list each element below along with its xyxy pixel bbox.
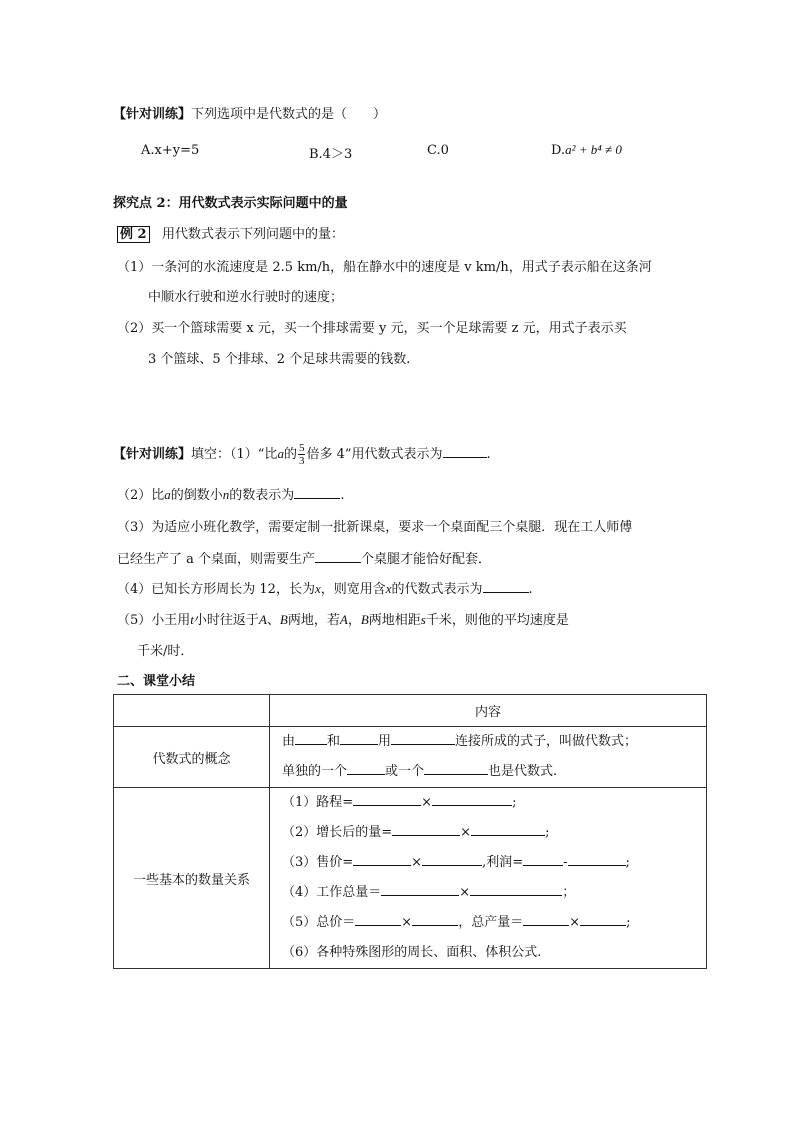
- answer-blank[interactable]: [432, 793, 512, 806]
- example2-q2-line2: 3 个篮球、5 个排球、2 个足球共需要的钱数.: [148, 352, 411, 367]
- answer-blank[interactable]: [355, 913, 401, 926]
- drill1-option-d-expr: a² + b⁴ ≠ 0: [565, 142, 622, 157]
- summary-row-concept: [114, 727, 707, 788]
- r2-5a: （5）总价＝: [282, 915, 356, 930]
- answer-blank[interactable]: [391, 732, 455, 745]
- drill2-item5-d: 两地，若: [287, 613, 340, 628]
- r2-3a: （3）售价=: [282, 855, 354, 870]
- answer-blank[interactable]: [347, 762, 385, 775]
- fraction-five-thirds: [298, 442, 306, 467]
- drill2-item5-g: 千米，则他的平均速度是: [425, 613, 569, 628]
- r2-1a: （1）路程=: [282, 795, 354, 810]
- row1-l1-a: 由: [282, 734, 296, 749]
- drill2-item3-line2: [117, 548, 491, 567]
- answer-blank[interactable]: [568, 853, 626, 866]
- r2-5b: ×: [401, 915, 413, 930]
- summary-heading: 二、课堂小结: [117, 674, 196, 689]
- drill2-item2: [117, 484, 344, 503]
- answer-blank[interactable]: [381, 883, 459, 896]
- drill1-question: 下列选项中是代数式的是（ ）: [191, 107, 387, 122]
- var-x: x: [314, 581, 321, 596]
- drill1-question-line: [113, 103, 386, 122]
- row1-line2: [270, 757, 706, 787]
- answer-blank[interactable]: [483, 580, 529, 593]
- answer-blank[interactable]: [295, 732, 327, 745]
- answer-blank[interactable]: [315, 550, 361, 563]
- drill2-item1-middle: 的: [283, 447, 297, 462]
- row2-line5: [270, 908, 706, 938]
- r2-3e: ;: [625, 855, 630, 870]
- answer-blank[interactable]: [353, 793, 421, 806]
- drill1-option-d: [551, 142, 622, 158]
- var-t: t: [190, 612, 194, 627]
- example2-text: 用代数式表示下列问题中的量：: [161, 227, 344, 242]
- row1-l2-a: 单独的一个: [282, 764, 348, 779]
- drill2-item5-b: 小时往返于: [193, 613, 259, 628]
- drill1-tag: 【针对训练】: [113, 107, 192, 122]
- r2-2c: ;: [545, 825, 550, 840]
- drill2-item1-end: .: [486, 447, 491, 462]
- row2-line3: [270, 848, 706, 878]
- drill2-item2-a: （2）比: [117, 488, 165, 503]
- answer-blank[interactable]: [523, 913, 569, 926]
- drill2-item4: [117, 578, 533, 597]
- drill2-tag: 【针对训练】: [113, 447, 192, 462]
- summary-row1-label: 代数式的概念: [114, 727, 270, 788]
- drill2-item3-b: 个桌腿才能恰好配套．: [361, 552, 492, 567]
- r2-3d: -: [563, 855, 568, 870]
- answer-blank[interactable]: [424, 762, 488, 775]
- drill1-option-d-prefix: D.: [551, 143, 566, 158]
- var-s: s: [420, 612, 426, 627]
- answer-blank[interactable]: [443, 445, 487, 458]
- r2-4c: ；: [562, 885, 576, 900]
- var-B: B: [279, 612, 288, 627]
- row1-l1-c: 用: [378, 734, 392, 749]
- r2-3b: ×: [411, 855, 423, 870]
- row1-l1-b: 和: [327, 734, 341, 749]
- summary-table: [113, 694, 707, 969]
- var-A: A: [339, 612, 348, 627]
- summary-header-row: [114, 695, 707, 727]
- example2-q1-line1: （1）一条河的水流速度是 2.5 km/h，船在静水中的速度是 v km/h，用式子表示船在这条河: [117, 260, 652, 275]
- drill1-option-a: A.x+y=5: [141, 143, 200, 158]
- summary-header-empty: [114, 695, 270, 727]
- row1-l1-d: 连接所成的式子，叫做代数式；: [455, 734, 638, 749]
- drill2-item5-line1: [117, 609, 569, 628]
- var-a: a: [164, 487, 171, 502]
- drill2-item2-c: 的数表示为: [229, 488, 295, 503]
- drill2-item5-f: 两地相距: [368, 613, 421, 628]
- answer-blank[interactable]: [412, 913, 458, 926]
- summary-row-relations: [114, 788, 707, 969]
- answer-blank[interactable]: [470, 883, 562, 896]
- example2-q2-line1: （2）买一个篮球需要 x 元，买一个排球需要 y 元，买一个足球需要 z 元，用式子表示买: [117, 321, 627, 336]
- drill2-item5-a: （5）小王用: [117, 613, 191, 628]
- section2-title: 探究点 2：用代数式表示实际问题中的量: [113, 196, 348, 211]
- row2-line6: （6）各种特殊图形的周长、面积、体积公式.: [282, 945, 542, 960]
- var-a: a: [277, 446, 284, 461]
- summary-row2-content: [270, 788, 707, 969]
- r2-5e: ;: [626, 915, 631, 930]
- drill2-item4-c: 的代数式表示为: [391, 582, 483, 597]
- row1-l2-c: 也是代数式.: [488, 764, 558, 779]
- answer-blank[interactable]: [353, 853, 411, 866]
- answer-blank[interactable]: [422, 853, 482, 866]
- answer-blank[interactable]: [580, 913, 626, 926]
- row2-line1: [270, 788, 706, 818]
- row1-l2-b: 或一个: [385, 764, 425, 779]
- answer-blank[interactable]: [523, 853, 563, 866]
- example2-tag: 例 2: [117, 226, 150, 243]
- summary-row2-label: 一些基本的数量关系: [114, 788, 270, 969]
- answer-blank[interactable]: [340, 732, 378, 745]
- row2-line4: [270, 878, 706, 908]
- r2-5d: ×: [569, 915, 581, 930]
- row2-line2: [270, 818, 706, 848]
- r2-1b: ×: [421, 795, 433, 810]
- var-B: B: [360, 612, 369, 627]
- var-n: n: [222, 487, 230, 502]
- r2-1c: ;: [512, 795, 517, 810]
- drill2-item1-after: 倍多 4”用代数式表示为: [306, 447, 443, 462]
- drill2-item5-c: 、: [266, 613, 280, 628]
- r2-2a: （2）增长后的量=: [282, 825, 393, 840]
- fraction-denominator: 3: [298, 455, 305, 467]
- drill2-item4-a: （4）已知长方形周长为 12，长为: [117, 582, 315, 597]
- drill2-item3-line1: （3）为适应小班化教学，需要定制一批新课桌，要求一个桌面配三个桌腿．现在工人师傅: [117, 520, 633, 535]
- r2-4a: （4）工作总量＝: [282, 885, 382, 900]
- r2-3c: ,利润=: [482, 855, 524, 870]
- example2-q1-line2: 中顺水行驶和逆水行驶时的速度；: [148, 290, 344, 305]
- example2-line: [117, 223, 344, 242]
- fraction-numerator: 5: [298, 442, 305, 454]
- r2-2b: ×: [460, 825, 472, 840]
- r2-5c: ，总产量＝: [458, 915, 524, 930]
- answer-blank[interactable]: [392, 823, 460, 836]
- var-x: x: [385, 581, 392, 596]
- drill2-item1: [113, 442, 491, 467]
- drill2-item3-a: 已经生产了 a 个桌面，则需要生产: [117, 552, 316, 567]
- answer-blank[interactable]: [471, 823, 545, 836]
- r2-4b: ×: [459, 885, 471, 900]
- row1-line1: [270, 727, 706, 757]
- drill2-item2-end: .: [340, 488, 345, 503]
- drill2-item4-b: ，则宽用含: [320, 582, 386, 597]
- drill1-option-c: C.0: [427, 143, 449, 158]
- summary-row1-content: [270, 727, 707, 788]
- answer-blank[interactable]: [294, 486, 340, 499]
- drill1-option-b: B.4＞3: [309, 147, 353, 162]
- drill2-item2-b: 的倒数小: [170, 488, 223, 503]
- summary-header-content: 内容: [270, 695, 707, 727]
- drill2-item4-end: .: [528, 582, 533, 597]
- var-A: A: [258, 612, 267, 627]
- drill2-item5-e: ，: [347, 613, 361, 628]
- drill2-item1-intro: 填空：（1）“比: [191, 447, 278, 462]
- drill2-item5-line2: 千米/时．: [137, 644, 194, 659]
